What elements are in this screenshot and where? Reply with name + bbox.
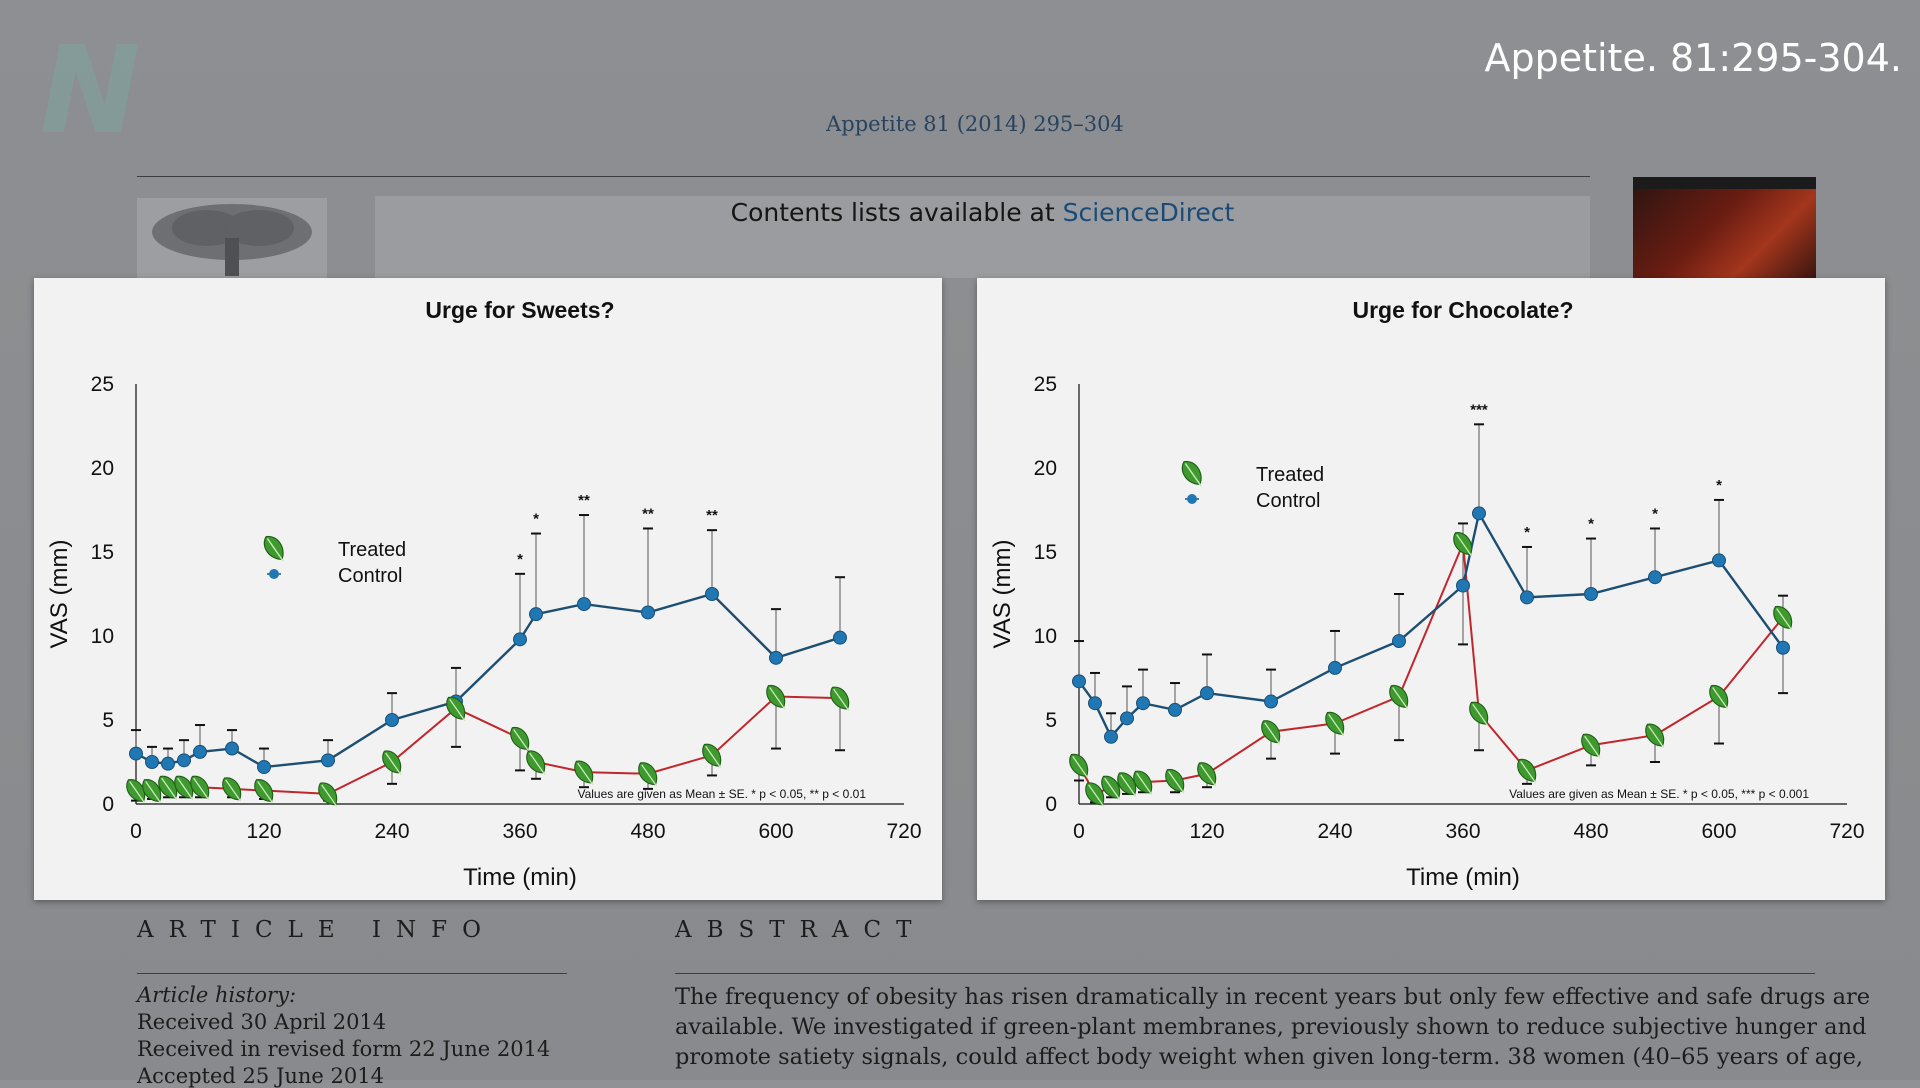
journal-cover-thumbnail <box>1633 177 1816 279</box>
treated-point-leaf-icon <box>442 693 471 725</box>
control-point <box>770 651 783 664</box>
legend-control-marker <box>1187 494 1197 504</box>
control-point <box>1473 507 1486 520</box>
y-axis-label: VAS (mm) <box>46 539 73 649</box>
x-tick-label: 240 <box>1317 820 1353 843</box>
y-tick-label: 10 <box>1033 625 1057 648</box>
y-tick-label: 5 <box>102 709 114 732</box>
control-point <box>1089 697 1102 710</box>
significance-marker: *** <box>1470 401 1488 419</box>
x-tick-label: 240 <box>374 820 410 843</box>
control-point <box>706 588 719 601</box>
chart-footnote: Values are given as Mean ± SE. * p < 0.05, ** p < 0.01 <box>577 787 866 801</box>
y-tick-label: 20 <box>1033 457 1057 480</box>
control-point <box>130 747 143 760</box>
significance-marker: ** <box>642 505 654 523</box>
chart-title: Urge for Chocolate? <box>1352 297 1574 323</box>
citation-overlay: Appetite. 81:295-304. <box>1484 36 1902 80</box>
control-point <box>194 745 207 758</box>
control-point <box>258 761 271 774</box>
significance-marker: ** <box>578 492 590 510</box>
x-tick-label: 600 <box>758 820 794 843</box>
control-point <box>178 754 191 767</box>
article-info-divider <box>137 973 567 974</box>
treated-point-leaf-icon <box>634 759 663 791</box>
control-point <box>1265 695 1278 708</box>
abstract-text <box>675 982 1871 1072</box>
control-point <box>322 754 335 767</box>
elsevier-tree-logo <box>137 198 327 278</box>
series-line-control <box>136 594 840 767</box>
significance-marker: * <box>1524 523 1530 541</box>
treated-point-leaf-icon <box>522 747 551 779</box>
x-tick-label: 120 <box>246 820 282 843</box>
x-tick-label: 600 <box>1701 820 1737 843</box>
control-point <box>1777 641 1790 654</box>
journal-reference: Appetite 81 (2014) 295–304 <box>826 112 1124 136</box>
chart-title: Urge for Sweets? <box>425 297 615 323</box>
x-axis-label: Time (min) <box>463 864 577 891</box>
y-tick-label: 0 <box>1045 793 1057 816</box>
control-point <box>226 742 239 755</box>
history-received: Received 30 April 2014 <box>137 1010 387 1034</box>
control-point <box>386 714 399 727</box>
abstract-line: The frequency of obesity has risen dramatically in recent years but only few effective and safe drugs are <box>675 984 1871 1010</box>
significance-marker: * <box>1716 476 1722 494</box>
control-point <box>1169 703 1182 716</box>
treated-point-leaf-icon <box>1193 759 1222 791</box>
control-point <box>162 757 175 770</box>
significance-marker: ** <box>706 507 718 525</box>
history-revised: Received in revised form 22 June 2014 <box>137 1037 551 1061</box>
abstract-line: promote satiety signals, could affect body weight when given long-term. 38 women (40–65 years of age, <box>675 1044 1864 1070</box>
control-point <box>530 608 543 621</box>
chart-footnote: Values are given as Mean ± SE. * p < 0.05, *** p < 0.001 <box>1509 787 1809 801</box>
y-tick-label: 15 <box>90 541 114 564</box>
x-tick-label: 120 <box>1189 820 1225 843</box>
legend-control-marker <box>269 569 279 579</box>
y-tick-label: 15 <box>1033 541 1057 564</box>
significance-marker: * <box>517 550 523 568</box>
series-line-control <box>1079 513 1783 736</box>
contents-prefix: Contents lists available at <box>730 198 1063 227</box>
treated-point-leaf-icon <box>314 779 343 811</box>
sciencedirect-link[interactable]: ScienceDirect <box>1062 198 1235 227</box>
y-tick-label: 25 <box>90 373 114 396</box>
control-point <box>514 633 527 646</box>
control-point <box>1073 675 1086 688</box>
legend-label-control: Control <box>1256 490 1321 512</box>
chart-panel-sweets <box>34 278 942 900</box>
series-line-treated <box>1079 544 1783 794</box>
significance-marker: * <box>533 510 539 528</box>
y-tick-label: 0 <box>102 793 114 816</box>
x-tick-label: 480 <box>1573 820 1609 843</box>
significance-marker: * <box>1588 515 1594 533</box>
treated-point-leaf-icon <box>826 683 855 715</box>
y-axis-label: VAS (mm) <box>989 539 1016 649</box>
abstract-line: available. We investigated if green-plant membranes, previously shown to reduce subjective hunger and <box>675 1014 1867 1040</box>
chart-panel-chocolate <box>977 278 1885 900</box>
legend-leaf-icon <box>260 532 290 565</box>
series-line-treated <box>136 696 840 793</box>
treated-point-leaf-icon <box>1705 681 1734 713</box>
control-point <box>1457 579 1470 592</box>
control-point <box>834 631 847 644</box>
x-tick-label: 720 <box>1829 820 1865 843</box>
chart-sweets <box>34 278 942 900</box>
y-tick-label: 10 <box>90 625 114 648</box>
control-point <box>1521 591 1534 604</box>
control-point <box>1393 635 1406 648</box>
treated-point-leaf-icon <box>1065 750 1094 782</box>
significance-marker: * <box>1652 505 1658 523</box>
control-point <box>1713 554 1726 567</box>
control-point <box>146 756 159 769</box>
treated-point-leaf-icon <box>1257 717 1286 749</box>
x-tick-label: 360 <box>1445 820 1481 843</box>
legend-label-control: Control <box>338 565 403 587</box>
control-point <box>642 606 655 619</box>
abstract-divider <box>675 973 1815 974</box>
x-tick-label: 0 <box>1073 820 1085 843</box>
control-point <box>1137 697 1150 710</box>
control-point <box>1105 730 1118 743</box>
control-point <box>578 598 591 611</box>
control-point <box>1201 687 1214 700</box>
contents-line <box>375 198 1590 227</box>
publisher-logo: N <box>40 22 135 161</box>
y-tick-label: 25 <box>1033 373 1057 396</box>
x-tick-label: 720 <box>886 820 922 843</box>
control-point <box>1121 712 1134 725</box>
x-tick-label: 360 <box>502 820 538 843</box>
abstract-heading: ABSTRACT <box>675 917 927 943</box>
control-point <box>1329 661 1342 674</box>
x-axis-label: Time (min) <box>1406 864 1520 891</box>
article-info-heading: ARTICLE INFO <box>137 917 496 943</box>
legend-label-treated: Treated <box>338 539 407 561</box>
treated-point-leaf-icon <box>1385 681 1414 713</box>
x-tick-label: 480 <box>630 820 666 843</box>
history-label: Article history: <box>137 983 297 1007</box>
control-point <box>1585 588 1598 601</box>
header-divider <box>137 176 1590 177</box>
legend-leaf-icon <box>1178 457 1208 490</box>
x-tick-label: 0 <box>130 820 142 843</box>
y-tick-label: 5 <box>1045 709 1057 732</box>
control-point <box>1649 571 1662 584</box>
history-accepted: Accepted 25 June 2014 <box>137 1064 384 1088</box>
treated-point-leaf-icon <box>1577 730 1606 762</box>
legend-label-treated: Treated <box>1256 464 1325 486</box>
treated-point-leaf-icon <box>378 747 407 779</box>
chart-chocolate <box>977 278 1885 900</box>
y-tick-label: 20 <box>90 457 114 480</box>
